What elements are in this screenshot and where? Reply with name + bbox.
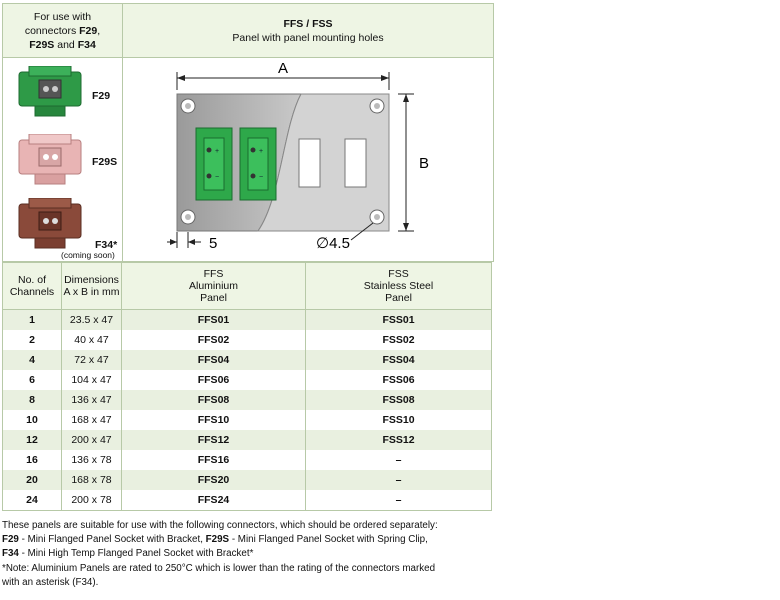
panel-diagram-cell	[123, 58, 494, 262]
fss-part-cell: FSS12	[306, 430, 492, 450]
ffs-part-cell: FFS04	[122, 350, 306, 370]
f34-label: F34*	[95, 239, 118, 251]
channels-cell: 20	[3, 470, 62, 490]
channels-cell: 4	[3, 350, 62, 370]
f29-connector-image	[15, 66, 87, 118]
f29-label: F29	[92, 90, 111, 102]
col-header-channels: No. of Channels	[3, 263, 62, 310]
ffs-part-cell: FFS06	[122, 370, 306, 390]
fss-part-cell: –	[306, 450, 492, 470]
dim-5-label: 5	[209, 235, 218, 252]
svg-text:−: −	[259, 174, 264, 181]
fss-part-cell: FSS04	[306, 350, 492, 370]
ffs-part-cell: FFS20	[122, 470, 306, 490]
channels-cell: 2	[3, 330, 62, 350]
f29s-connector-image	[15, 134, 87, 186]
channels-cell: 24	[3, 490, 62, 511]
fss-part-cell: –	[306, 490, 492, 511]
dim-b-label: B	[419, 155, 430, 172]
dim-a-label: A	[277, 60, 289, 77]
dimensions-cell: 136 x 78	[62, 450, 122, 470]
svg-text:+: +	[259, 148, 264, 155]
ffs-part-cell: FFS12	[122, 430, 306, 450]
channels-cell: 1	[3, 310, 62, 331]
channels-cell: 10	[3, 410, 62, 430]
svg-text:−: −	[215, 174, 220, 181]
f29s-label: F29S	[92, 156, 118, 168]
footer-notes	[2, 519, 492, 590]
table-row	[3, 390, 492, 410]
table-row	[3, 490, 492, 511]
table-row	[3, 330, 492, 350]
compatibility-header	[3, 4, 123, 58]
col-header-dimensions: Dimensions A x B in mm	[62, 263, 122, 310]
channels-cell: 8	[3, 390, 62, 410]
socket-1	[196, 128, 232, 200]
fss-part-cell: FSS06	[306, 370, 492, 390]
socket-2	[240, 128, 276, 200]
f34-connector-image	[15, 198, 87, 250]
header-table	[2, 3, 494, 262]
fss-part-cell: FSS08	[306, 390, 492, 410]
dimensions-cell: 23.5 x 47	[62, 310, 122, 331]
dim-hole-label: ∅4.5	[316, 235, 350, 252]
table-header-row	[3, 263, 492, 310]
part-number-table	[2, 262, 492, 511]
channels-cell: 16	[3, 450, 62, 470]
product-sheet	[2, 3, 492, 511]
table-row	[3, 310, 492, 331]
dimensions-cell: 200 x 47	[62, 430, 122, 450]
cutout-1	[299, 139, 320, 187]
ffs-part-cell: FFS16	[122, 450, 306, 470]
channels-cell: 6	[3, 370, 62, 390]
ffs-part-cell: FFS24	[122, 490, 306, 511]
dimensions-cell: 200 x 78	[62, 490, 122, 511]
dimensions-cell: 104 x 47	[62, 370, 122, 390]
fss-part-cell: FSS10	[306, 410, 492, 430]
footer-line5: with an asterisk (F34).	[2, 576, 99, 588]
product-title: FFS / FSS	[283, 17, 333, 30]
svg-text:+: +	[215, 148, 220, 155]
header-left-line3: F29S and F34	[29, 38, 96, 51]
channels-cell: 12	[3, 430, 62, 450]
fss-part-cell: –	[306, 470, 492, 490]
cutout-2	[345, 139, 366, 187]
dimensions-cell: 168 x 78	[62, 470, 122, 490]
header-left-line1: For use with	[33, 10, 92, 23]
table-row	[3, 450, 492, 470]
product-header	[123, 4, 494, 58]
footer-line2: F29 - Mini Flanged Panel Socket with Bracket, F29S - Mini Flanged Panel Socket with Spring Clip,	[2, 534, 428, 546]
table-row	[3, 370, 492, 390]
f34-sublabel: (coming soon)	[61, 250, 115, 260]
footer-line1: These panels are suitable for use with the following connectors, which should be ordered separately:	[2, 520, 438, 531]
ffs-part-cell: FFS01	[122, 310, 306, 331]
table-row	[3, 350, 492, 370]
table-row	[3, 410, 492, 430]
header-left-line2: connectors F29,	[24, 24, 101, 37]
ffs-part-cell: FFS08	[122, 390, 306, 410]
product-subtitle: Panel with panel mounting holes	[232, 31, 384, 44]
ffs-part-cell: FFS10	[122, 410, 306, 430]
footer-line4: *Note: Aluminium Panels are rated to 250°C which is lower than the rating of the connectors marked	[2, 562, 436, 574]
col-header-fss: FSS Stainless Steel Panel	[306, 263, 492, 310]
dimensions-cell: 72 x 47	[62, 350, 122, 370]
fss-part-cell: FSS01	[306, 310, 492, 331]
dimensions-cell: 136 x 47	[62, 390, 122, 410]
table-row	[3, 470, 492, 490]
dimensions-cell: 40 x 47	[62, 330, 122, 350]
table-row	[3, 430, 492, 450]
fss-part-cell: FSS02	[306, 330, 492, 350]
panel-diagram	[123, 58, 493, 261]
ffs-part-cell: FFS02	[122, 330, 306, 350]
col-header-ffs: FFS Aluminium Panel	[122, 263, 306, 310]
footer-line3: F34 - Mini High Temp Flanged Panel Socket with Bracket*	[2, 548, 254, 560]
dimensions-cell: 168 x 47	[62, 410, 122, 430]
connector-images-cell	[3, 58, 123, 262]
